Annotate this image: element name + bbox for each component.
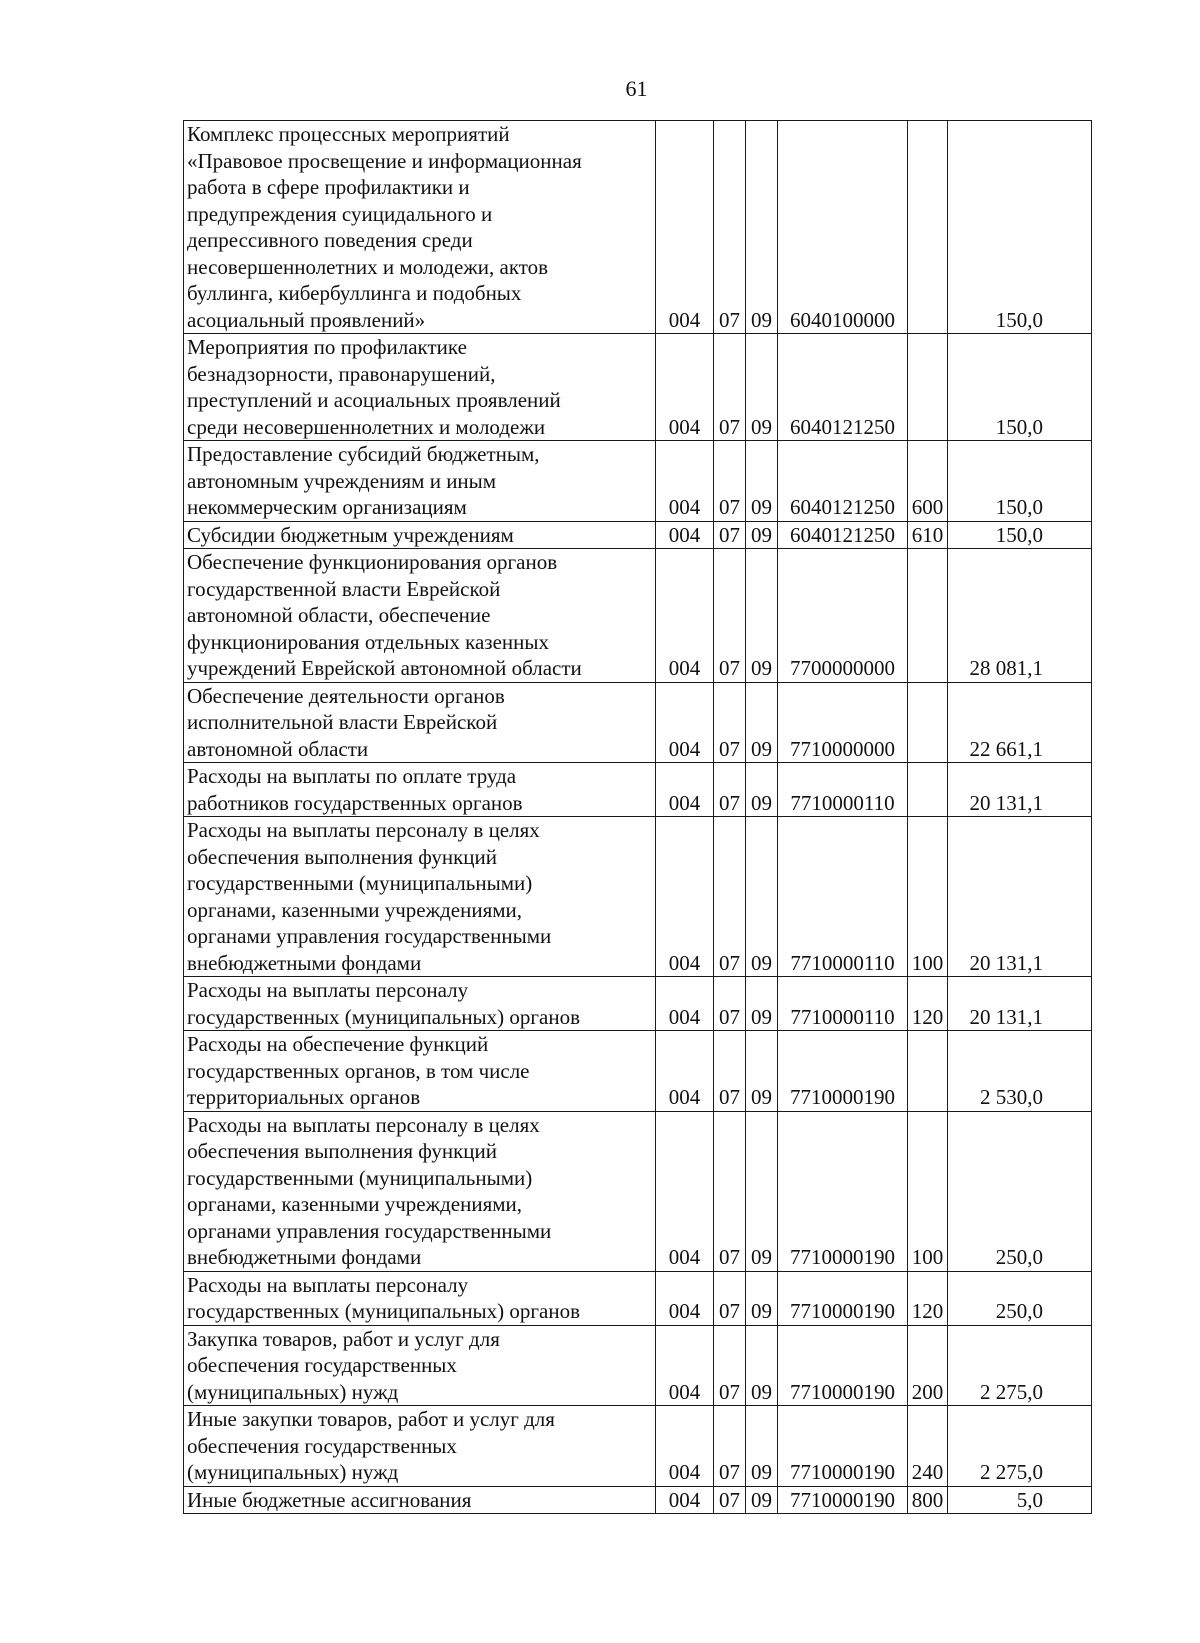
ministry-code: 004 [656, 763, 714, 817]
expense-type-code [908, 1031, 948, 1112]
expense-name: Расходы на выплаты персоналу государственных (муниципальных) органов [184, 1271, 656, 1325]
ministry-code: 004 [656, 521, 714, 549]
amount-value: 150,0 [948, 521, 1092, 549]
subsection-code: 09 [746, 521, 778, 549]
amount-value: 150,0 [948, 441, 1092, 522]
section-code: 07 [714, 121, 746, 334]
target-article-code: 6040100000 [778, 121, 908, 334]
amount-value: 150,0 [948, 334, 1092, 441]
expense-type-code: 100 [908, 1111, 948, 1271]
expense-name: Обеспечение деятельности органов исполнительной власти Еврейской автономной области [184, 682, 656, 763]
subsection-code: 09 [746, 334, 778, 441]
expense-name: Обеспечение функционирования органов государственной власти Еврейской автономной области, обеспечение функционирования отдельных казенных учреждений Еврейской автономной области [184, 549, 656, 683]
amount-value: 20 131,1 [948, 763, 1092, 817]
table-row [184, 121, 1092, 334]
table-row [184, 1406, 1092, 1487]
ministry-code: 004 [656, 817, 714, 977]
section-code: 07 [714, 1111, 746, 1271]
amount-value: 250,0 [948, 1111, 1092, 1271]
target-article-code: 7710000190 [778, 1325, 908, 1406]
subsection-code: 09 [746, 977, 778, 1031]
page-number: 61 [625, 76, 648, 101]
expense-name: Расходы на выплаты персоналу в целях обеспечения выполнения функций государственными (муниципальными) органами, казенными учреждениями, органами управления государственными внебюджетными фондами [184, 1111, 656, 1271]
expense-type-code: 120 [908, 977, 948, 1031]
amount-value: 250,0 [948, 1271, 1092, 1325]
subsection-code: 09 [746, 1031, 778, 1112]
subsection-code: 09 [746, 1406, 778, 1487]
expense-type-code [908, 682, 948, 763]
ministry-code: 004 [656, 1111, 714, 1271]
expense-name: Субсидии бюджетным учреждениям [184, 521, 656, 549]
target-article-code: 7710000190 [778, 1486, 908, 1514]
expense-name: Закупка товаров, работ и услуг для обеспечения государственных (муниципальных) нужд [184, 1325, 656, 1406]
table-row [184, 1325, 1092, 1406]
ministry-code: 004 [656, 682, 714, 763]
target-article-code: 6040121250 [778, 334, 908, 441]
section-code: 07 [714, 441, 746, 522]
expense-type-code [908, 334, 948, 441]
table-row [184, 977, 1092, 1031]
amount-value: 5,0 [948, 1486, 1092, 1514]
ministry-code: 004 [656, 441, 714, 522]
expense-type-code: 610 [908, 521, 948, 549]
expense-type-code [908, 763, 948, 817]
amount-value: 2 530,0 [948, 1031, 1092, 1112]
table-row [184, 817, 1092, 977]
ministry-code: 004 [656, 1406, 714, 1487]
expense-name: Расходы на выплаты персоналу в целях обеспечения выполнения функций государственными (муниципальными) органами, казенными учреждениями, органами управления государственными внебюджетными фондами [184, 817, 656, 977]
ministry-code: 004 [656, 977, 714, 1031]
section-code: 07 [714, 763, 746, 817]
expense-name: Иные закупки товаров, работ и услуг для обеспечения государственных (муниципальных) нужд [184, 1406, 656, 1487]
subsection-code: 09 [746, 121, 778, 334]
ministry-code: 004 [656, 1486, 714, 1514]
expense-type-code [908, 121, 948, 334]
section-code: 07 [714, 1031, 746, 1112]
expense-type-code [908, 549, 948, 683]
target-article-code: 7710000190 [778, 1031, 908, 1112]
target-article-code: 6040121250 [778, 521, 908, 549]
expense-type-code: 240 [908, 1406, 948, 1487]
expense-name: Расходы на выплаты персоналу государственных (муниципальных) органов [184, 977, 656, 1031]
budget-table [183, 120, 1092, 1514]
expense-type-code: 600 [908, 441, 948, 522]
subsection-code: 09 [746, 1486, 778, 1514]
target-article-code: 7710000110 [778, 817, 908, 977]
ministry-code: 004 [656, 1271, 714, 1325]
target-article-code: 7710000110 [778, 763, 908, 817]
ministry-code: 004 [656, 334, 714, 441]
expense-type-code: 120 [908, 1271, 948, 1325]
section-code: 07 [714, 1406, 746, 1487]
amount-value: 20 131,1 [948, 817, 1092, 977]
table-row [184, 763, 1092, 817]
table-row [184, 1031, 1092, 1112]
ministry-code: 004 [656, 1325, 714, 1406]
target-article-code: 7710000000 [778, 682, 908, 763]
target-article-code: 7710000110 [778, 977, 908, 1031]
target-article-code: 7700000000 [778, 549, 908, 683]
table-row [184, 1111, 1092, 1271]
section-code: 07 [714, 334, 746, 441]
section-code: 07 [714, 682, 746, 763]
table-row [184, 549, 1092, 683]
table-row [184, 1271, 1092, 1325]
subsection-code: 09 [746, 1325, 778, 1406]
amount-value: 20 131,1 [948, 977, 1092, 1031]
section-code: 07 [714, 977, 746, 1031]
target-article-code: 7710000190 [778, 1111, 908, 1271]
amount-value: 2 275,0 [948, 1406, 1092, 1487]
target-article-code: 7710000190 [778, 1406, 908, 1487]
expense-type-code: 100 [908, 817, 948, 977]
ministry-code: 004 [656, 121, 714, 334]
table-row [184, 1486, 1092, 1514]
section-code: 07 [714, 1486, 746, 1514]
subsection-code: 09 [746, 549, 778, 683]
amount-value: 22 661,1 [948, 682, 1092, 763]
section-code: 07 [714, 549, 746, 683]
subsection-code: 09 [746, 817, 778, 977]
expense-name: Расходы на выплаты по оплате труда работников государственных органов [184, 763, 656, 817]
section-code: 07 [714, 1325, 746, 1406]
table-row [184, 441, 1092, 522]
table-row [184, 521, 1092, 549]
expense-type-code: 200 [908, 1325, 948, 1406]
section-code: 07 [714, 817, 746, 977]
table-row [184, 682, 1092, 763]
expense-name: Предоставление субсидий бюджетным, автономным учреждениям и иным некоммерческим организациям [184, 441, 656, 522]
expense-name: Расходы на обеспечение функций государственных органов, в том числе территориальных органов [184, 1031, 656, 1112]
expense-name: Мероприятия по профилактике безнадзорности, правонарушений, преступлений и асоциальных проявлений среди несовершеннолетних и молодежи [184, 334, 656, 441]
target-article-code: 6040121250 [778, 441, 908, 522]
amount-value: 2 275,0 [948, 1325, 1092, 1406]
amount-value: 150,0 [948, 121, 1092, 334]
expense-name: Иные бюджетные ассигнования [184, 1486, 656, 1514]
section-code: 07 [714, 521, 746, 549]
budget-table-body [184, 121, 1092, 1514]
target-article-code: 7710000190 [778, 1271, 908, 1325]
subsection-code: 09 [746, 1111, 778, 1271]
subsection-code: 09 [746, 441, 778, 522]
section-code: 07 [714, 1271, 746, 1325]
expense-type-code: 800 [908, 1486, 948, 1514]
table-row [184, 334, 1092, 441]
ministry-code: 004 [656, 549, 714, 683]
amount-value: 28 081,1 [948, 549, 1092, 683]
subsection-code: 09 [746, 682, 778, 763]
expense-name: Комплекс процессных мероприятий «Правовое просвещение и информационная работа в сфере профилактики и предупреждения суицидального и депрессивного поведения среди несовершеннолетних и молодежи, актов буллинга, кибербуллинга и подобных асоциальный проявлений» [184, 121, 656, 334]
subsection-code: 09 [746, 763, 778, 817]
ministry-code: 004 [656, 1031, 714, 1112]
subsection-code: 09 [746, 1271, 778, 1325]
